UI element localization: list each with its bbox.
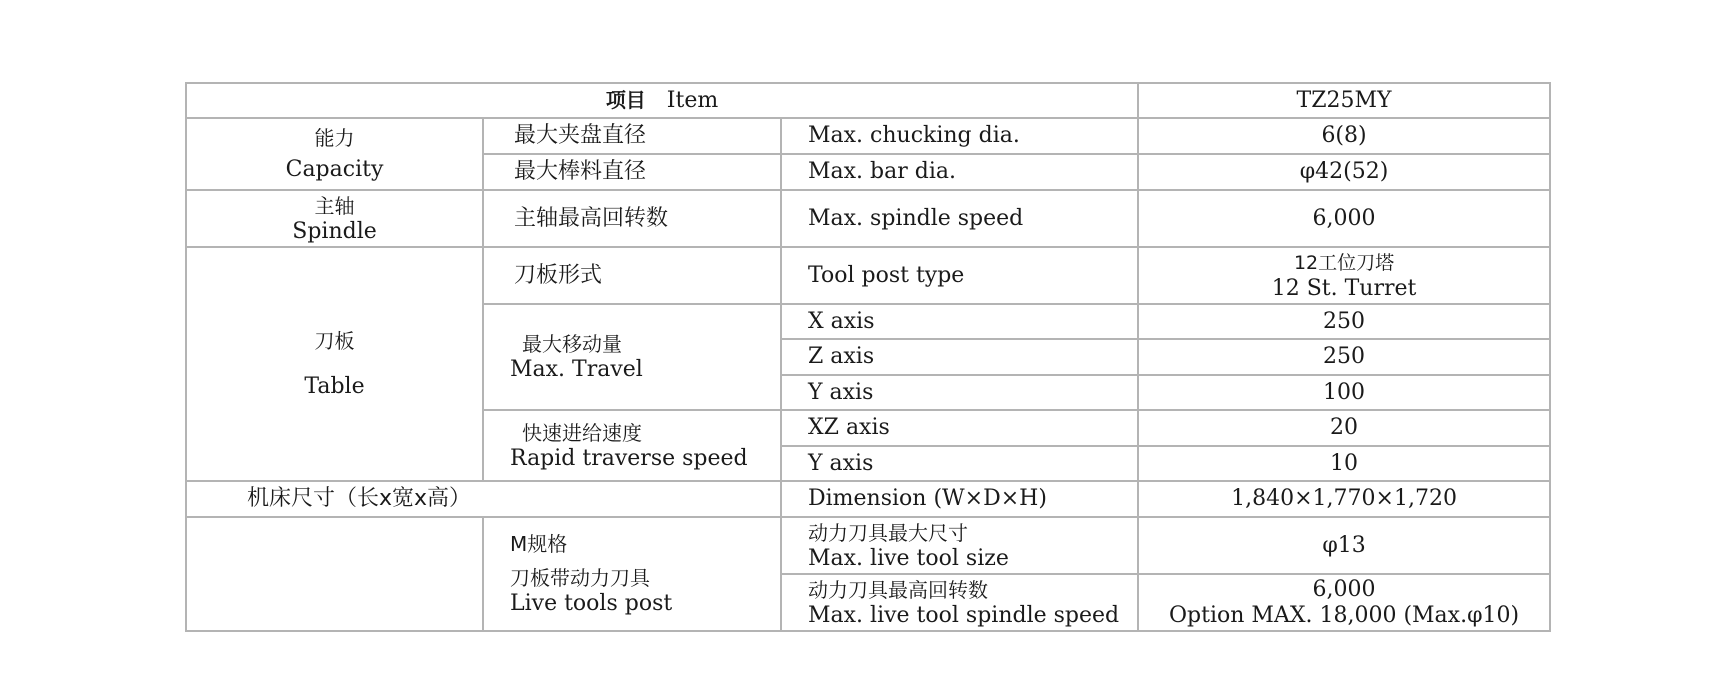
spindle-zh: 主轴最高回转数	[483, 190, 781, 247]
table-label	[186, 247, 483, 481]
spindle-value: 6,000	[1138, 190, 1550, 247]
rapid-label-en: Rapid traverse speed	[510, 445, 748, 471]
live-tool-speed-value-option: Option MAX. 18,000 (Max.φ10)	[1169, 602, 1520, 628]
rapid-value: 20	[1138, 410, 1550, 446]
travel-label-en: Max. Travel	[510, 357, 643, 382]
header-item-cell	[186, 83, 1138, 118]
spec-table	[185, 82, 1551, 632]
capacity-row-value: φ42(52)	[1138, 154, 1550, 190]
table-row	[186, 118, 1550, 154]
spindle-label-zh: 主轴	[314, 193, 355, 218]
table-label-en: Table	[304, 374, 365, 399]
capacity-label-zh: 能力	[314, 126, 355, 150]
capacity-label	[186, 118, 483, 190]
mspec-label	[483, 517, 781, 631]
live-tool-size-en: Max. live tool size	[808, 545, 1009, 571]
live-tool-size-value: φ13	[1138, 517, 1550, 574]
travel-axis: X axis	[781, 304, 1138, 339]
tool-post-value-zh: 12工位刀塔	[1293, 251, 1395, 274]
live-tool-size-zh: 动力刀具最大尺寸	[808, 520, 968, 545]
rapid-label-zh: 快速进给速度	[522, 420, 642, 445]
travel-value: 250	[1138, 339, 1550, 375]
spindle-label	[186, 190, 483, 247]
header-item-en: Item	[666, 88, 719, 113]
rapid-axis: Y axis	[781, 446, 1138, 481]
mspec-label-zh: M规格	[510, 532, 568, 556]
spindle-label-en: Spindle	[292, 218, 377, 244]
live-tool-speed-value	[1138, 574, 1550, 631]
travel-axis: Z axis	[781, 339, 1138, 375]
table-row	[186, 517, 1550, 574]
live-tool-speed-label	[781, 574, 1138, 631]
table-row	[186, 481, 1550, 517]
tool-post-value-en: 12 St. Turret	[1271, 275, 1417, 301]
header-item-zh: 项目	[605, 88, 646, 112]
spindle-en: Max. spindle speed	[781, 190, 1138, 247]
live-tool-speed-zh: 动力刀具最高回转数	[808, 577, 988, 602]
capacity-row-zh: 最大夹盘直径	[483, 118, 781, 154]
rapid-value: 10	[1138, 446, 1550, 481]
mspec-sub-zh: 刀板带动力刀具	[510, 566, 650, 590]
capacity-row-value: 6(8)	[1138, 118, 1550, 154]
header-model: TZ25MY	[1138, 83, 1550, 118]
travel-label-zh: 最大移动量	[522, 332, 622, 356]
mspec-empty-cell	[186, 517, 483, 631]
table-row	[186, 83, 1550, 118]
live-tool-speed-value-main: 6,000	[1312, 576, 1376, 602]
capacity-row-zh: 最大棒料直径	[483, 154, 781, 190]
mspec-sub-en: Live tools post	[510, 591, 673, 616]
travel-axis: Y axis	[781, 375, 1138, 410]
tool-post-zh: 刀板形式	[483, 247, 781, 304]
dimension-en: Dimension (W×D×H)	[781, 481, 1138, 517]
rapid-label	[483, 410, 781, 481]
tool-post-value	[1138, 247, 1550, 304]
travel-label	[483, 304, 781, 410]
dimension-value: 1,840×1,770×1,720	[1138, 481, 1550, 517]
rapid-axis: XZ axis	[781, 410, 1138, 446]
tool-post-en: Tool post type	[781, 247, 1138, 304]
travel-value: 250	[1138, 304, 1550, 339]
table-label-zh: 刀板	[314, 329, 355, 353]
dimension-zh: 机床尺寸（长x宽x高）	[186, 481, 781, 517]
table-row	[186, 247, 1550, 304]
live-tool-size-label	[781, 517, 1138, 574]
travel-value: 100	[1138, 375, 1550, 410]
capacity-row-en: Max. chucking dia.	[781, 118, 1138, 154]
capacity-label-en: Capacity	[285, 157, 384, 182]
table-row	[186, 190, 1550, 247]
live-tool-speed-en: Max. live tool spindle speed	[808, 602, 1120, 628]
capacity-row-en: Max. bar dia.	[781, 154, 1138, 190]
